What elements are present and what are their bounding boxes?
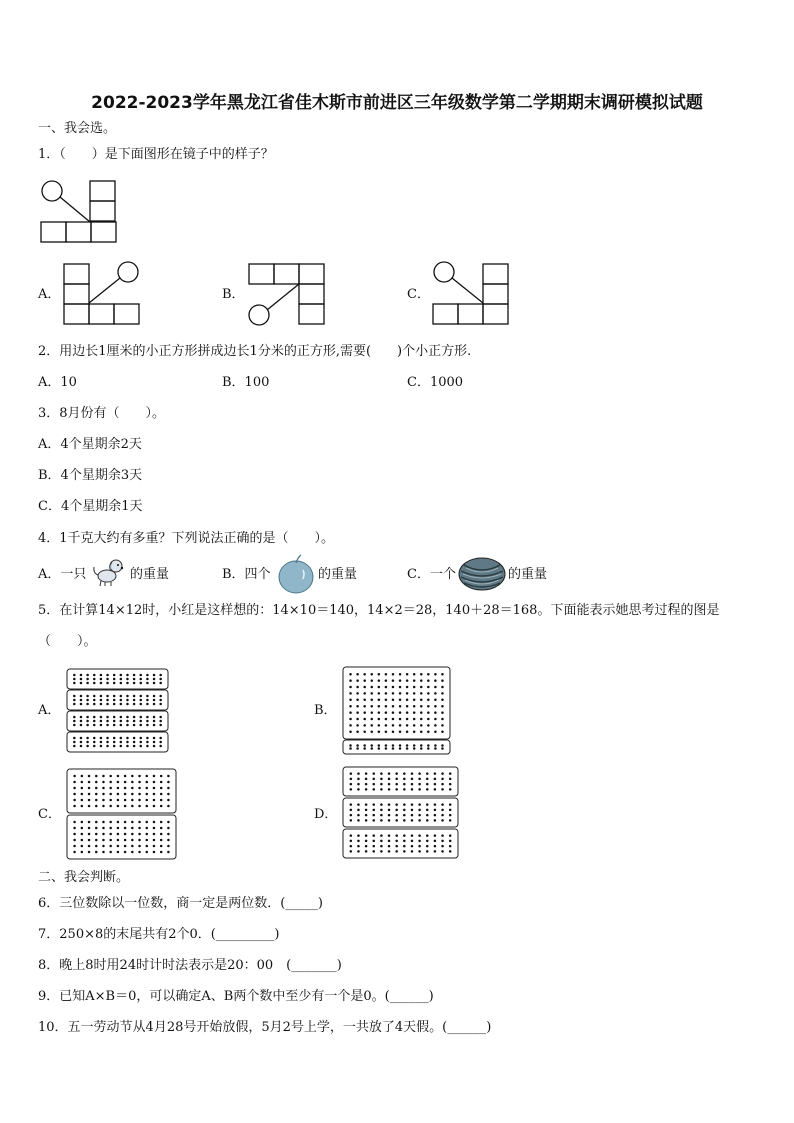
q2-option-a[interactable]: A．10 <box>38 375 77 390</box>
q5-option-c[interactable]: C． <box>38 807 61 822</box>
q4-option-c[interactable] <box>407 567 456 583</box>
question-5: 5．在计算14×12时，小红是这样想的：14×10＝140，14×2＝28，140＋28＝168。下面能表示她思考过程的图是 <box>38 603 720 618</box>
dot-block <box>343 740 450 754</box>
dot-block <box>67 690 168 710</box>
dot-block <box>343 667 450 739</box>
apple-icon <box>276 554 316 594</box>
watermelon-icon <box>458 557 506 591</box>
question-1: 1．（ ）是下面图形在镜子中的样子？ <box>38 147 274 162</box>
question-3: 3．8月份有（ ）。 <box>38 406 166 421</box>
q4-option-b-suffix: 的重量 <box>318 567 358 582</box>
q3-option-b[interactable]: B．4个星期余3天 <box>38 468 143 483</box>
dot-block <box>67 732 168 752</box>
q3-option-c[interactable]: C．4个星期余1天 <box>38 499 143 514</box>
q4-option-b-prefix: B．四个 <box>222 567 271 582</box>
dog-icon <box>92 557 126 587</box>
page-title: 2022-2023学年黑龙江省佳木斯市前进区三年级数学第二学期期末调研模拟试题 <box>91 93 703 113</box>
q5-figure-b <box>342 666 452 756</box>
q1-option-b[interactable]: B． <box>222 287 245 302</box>
dot-block <box>67 815 176 859</box>
question-8: 8．晚上8时用24时计时法表示是20：00 (_______) <box>38 958 342 973</box>
q5-figure-a <box>66 668 170 754</box>
dot-block <box>343 798 458 827</box>
q5-option-b[interactable]: B． <box>314 703 337 718</box>
question-4: 4．1千克大约有多重？下列说法正确的是（ ）。 <box>38 531 335 546</box>
q1-option-a[interactable]: A． <box>38 287 61 302</box>
dot-block <box>67 769 176 813</box>
section-1-heading: 一、我会选。 <box>38 121 117 136</box>
section-2-heading: 二、我会判断。 <box>38 870 130 885</box>
q1-original-figure <box>40 179 120 243</box>
q5-figure-c <box>66 768 178 860</box>
q1-figure-a <box>62 262 142 326</box>
question-7: 7．250×8的末尾共有2个0．(_________) <box>38 927 280 942</box>
q2-option-c[interactable]: C．1000 <box>407 375 464 390</box>
q5-option-a[interactable]: A． <box>38 703 61 718</box>
q4-option-a[interactable] <box>38 567 86 583</box>
q4-option-a-prefix: A．一只 <box>38 567 87 582</box>
q3-option-a[interactable]: A．4个星期余2天 <box>38 437 142 452</box>
q4-option-c-suffix: 的重量 <box>508 567 548 582</box>
dot-block <box>67 711 168 731</box>
dot-block <box>343 829 458 858</box>
dot-block <box>343 767 458 796</box>
q2-option-b[interactable]: B．100 <box>222 375 270 390</box>
q4-option-b[interactable] <box>222 567 271 583</box>
question-9: 9．已知A×B＝0，可以确定A、B两个数中至少有一个是0。(______) <box>38 989 434 1004</box>
q5-figure-d <box>342 766 460 860</box>
question-2: 2．用边长1厘米的小正方形拼成边长1分米的正方形,需要( )个小正方形. <box>38 344 472 359</box>
question-5-continued: （ ）。 <box>38 634 97 649</box>
dot-block <box>67 669 168 689</box>
q4-option-a-suffix: 的重量 <box>130 567 170 582</box>
q4-option-c-prefix: C．一个 <box>407 567 456 582</box>
q1-option-c[interactable]: C． <box>407 287 430 302</box>
q5-option-d[interactable]: D． <box>314 807 338 822</box>
q1-figure-b <box>247 262 327 326</box>
question-10: 10．五一劳动节从4月28号开始放假，5月2号上学，一共放了4天假。(______) <box>38 1020 492 1035</box>
q1-figure-c <box>432 262 512 326</box>
question-6: 6．三位数除以一位数，商一定是两位数．(_____) <box>38 896 323 911</box>
